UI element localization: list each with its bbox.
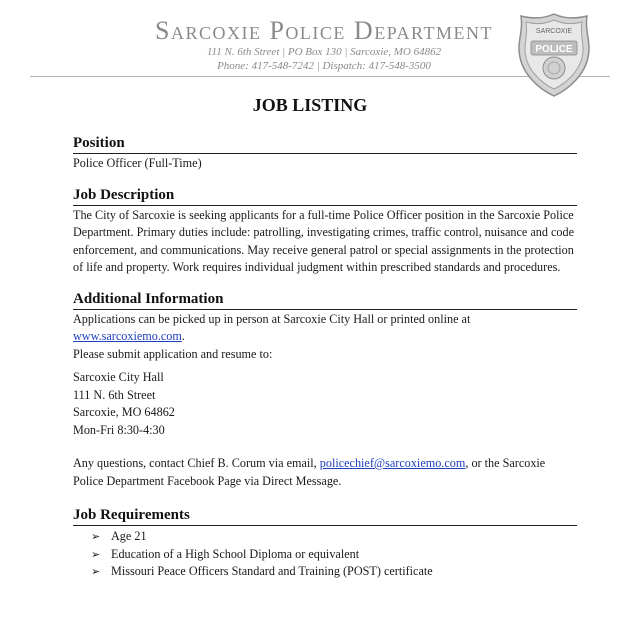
badge-top-text: SARCOXIE: [535, 28, 573, 35]
additional-info-heading: Additional Information: [73, 290, 577, 310]
submit-text: Please submit application and resume to:: [73, 346, 273, 361]
arrow-bullet-icon: ➢: [91, 547, 101, 561]
badge-center-text: POLICE: [535, 44, 573, 55]
job-description-heading: Job Description: [73, 186, 577, 206]
position-heading: Position: [73, 134, 577, 154]
job-listing-body: [73, 134, 577, 581]
arrow-bullet-icon: ➢: [91, 530, 101, 543]
letterhead: [0, 0, 620, 84]
department-name: Sarcoxie Police Department: [155, 16, 493, 45]
phone-line: Phone: 417-548-7242 | Dispatch: 417-548-3500: [217, 60, 431, 72]
city-hall-name: Sarcoxie City Hall: [73, 370, 164, 384]
job-description-text: The City of Sarcoxie is seeking applicants for a full-time Police Officer position in the Sarcoxie Police Department. Primary duties include: patrolling, investigating crimes, traffic control, nuisance and code enforcement, and communications. May receive general patrol or special assignments in the protection of life and property. Work requires individual judgment within prescribed standards and procedures.: [73, 207, 575, 274]
page-title: JOB LISTING: [252, 95, 368, 115]
address-line: 111 N. 6th Street | PO Box 130 | Sarcoxie, MO 64862: [206, 46, 442, 58]
city-hall-hours: Mon-Fri 8:30-4:30: [73, 422, 165, 437]
city-hall-street: 111 N. 6th Street: [73, 387, 156, 402]
position-text: Police Officer (Full-Time): [73, 156, 202, 170]
city-hall-city: Sarcoxie, MO 64862: [73, 405, 175, 419]
pickup-paragraph: Applications can be picked up in person at Sarcoxie City Hall or printed online at www.sarcoxiemo.com.: [73, 311, 471, 343]
questions-suffix: , or the Sarcoxie Police Department Facebook Page via Direct Message.: [73, 456, 546, 488]
police-badge-icon: [517, 12, 591, 98]
email-link[interactable]: policechief@sarcoxiemo.com: [319, 456, 466, 470]
arrow-bullet-icon: ➢: [91, 565, 101, 578]
website-link[interactable]: www.sarcoxiemo.com: [73, 329, 182, 343]
questions-prefix: Any questions, contact Chief B. Corum via email,: [73, 456, 317, 470]
requirements-list: [73, 528, 577, 581]
list-item: ➢ Education of a High School Diploma or equivalent: [73, 546, 577, 564]
job-requirements-heading: Job Requirements: [73, 506, 577, 526]
list-item: ➢ Age 21: [73, 528, 577, 546]
pickup-text: Applications can be picked up in person at Sarcoxie City Hall or printed online at: [73, 311, 471, 326]
list-item: ➢ Missouri Peace Officers Standard and Training (POST) certificate: [73, 563, 577, 581]
questions-paragraph: [73, 455, 577, 490]
